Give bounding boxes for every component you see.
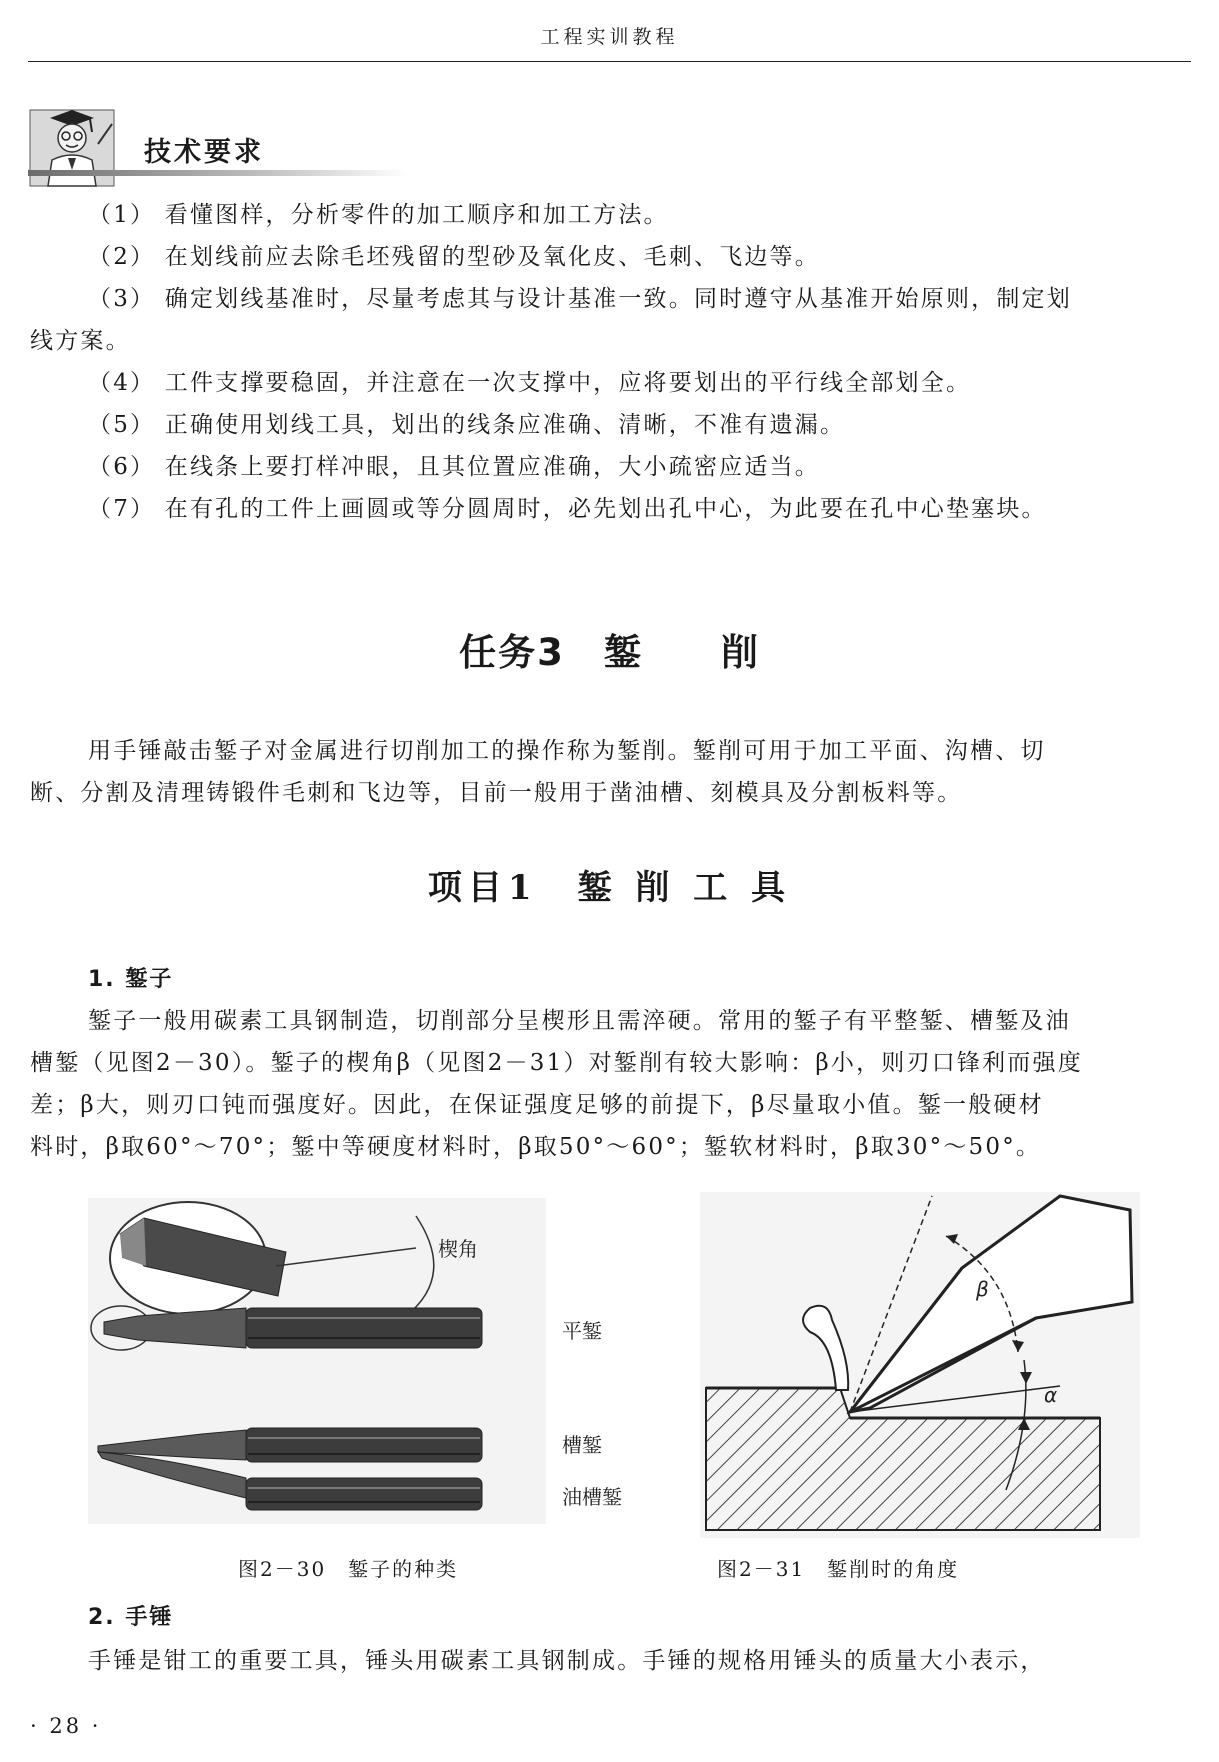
figure-chisel-types <box>86 1196 646 1536</box>
beta-label: β <box>976 1277 989 1301</box>
list-item: （5） 正确使用划线工具，划出的线条应准确、清晰，不准有遗漏。 <box>88 412 846 438</box>
page-number: · 28 · <box>30 1714 102 1738</box>
list-item-continuation: 线方案。 <box>30 328 131 354</box>
project-title: 项目1 錾 削 工 具 <box>427 868 792 908</box>
list-item: （3） 确定划线基准时，尽量考虑其与设计基准一致。同时遵守从基准开始原则，制定划 <box>88 286 1072 312</box>
section-title: 技术要求 <box>144 137 264 168</box>
groove-chisel-label: 槽錾 <box>562 1433 602 1457</box>
paragraph-line: 錾子一般用碳素工具钢制造，切削部分呈楔形且需淬硬。常用的錾子有平整錾、槽錾及油 <box>88 1008 1071 1034</box>
paragraph-line: 手锤是钳工的重要工具，锤头用碳素工具钢制成。手锤的规格用锤头的质量大小表示， <box>88 1648 1046 1674</box>
list-item: （1） 看懂图样，分析零件的加工顺序和加工方法。 <box>88 202 669 228</box>
list-item: （4） 工件支撑要稳固，并注意在一次支撑中，应将要划出的平行线全部划全。 <box>88 370 972 396</box>
section2-body <box>30 1640 1193 1682</box>
figure-chisel-angles <box>700 1190 1140 1540</box>
wedge-angle-label: 楔角 <box>438 1237 478 1261</box>
list-item: （2） 在划线前应去除毛坯残留的型砂及氧化皮、毛刺、飞边等。 <box>88 244 820 270</box>
header-rule <box>28 61 1191 62</box>
section-underline <box>28 170 408 176</box>
requirements-list <box>30 194 1193 530</box>
figure-caption: 图2－31 錾削时的角度 <box>717 1557 960 1581</box>
section1-body <box>30 1000 1193 1168</box>
subsection-heading: 2. 手锤 <box>88 1605 174 1630</box>
paragraph-line: 差；β大，则刃口钝而强度好。因此，在保证强度足够的前提下，β尽量取小值。錾一般硬材 <box>30 1092 1044 1118</box>
list-item: （6） 在线条上要打样冲眼，且其位置应准确，大小疏密应适当。 <box>88 454 820 480</box>
paragraph-line: 用手锤敲击錾子对金属进行切削加工的操作称为錾削。錾削可用于加工平面、沟槽、切 <box>88 738 1046 764</box>
paragraph-line: 断、分割及清理铸锻件毛刺和飞边等，目前一般用于凿油槽、刻模具及分割板料等。 <box>30 780 963 806</box>
oil-groove-chisel-label: 油槽錾 <box>562 1485 622 1509</box>
running-header: 工程实训教程 <box>540 26 679 48</box>
paragraph-line: 槽錾（见图2－30）。錾子的楔角β（见图2－31）对錾削有较大影响：β小，则刃口锋利而强度 <box>30 1050 1083 1076</box>
task-intro <box>30 730 1193 814</box>
paragraph-line: 料时，β取60°～70°；錾中等硬度材料时，β取50°～60°；錾软材料时，β取30°～50°。 <box>30 1134 1042 1160</box>
figure-caption: 图2－30 錾子的种类 <box>238 1557 459 1581</box>
subsection-heading: 1. 錾子 <box>88 967 174 992</box>
alpha-label: α <box>1044 1383 1058 1407</box>
flat-chisel-label: 平錾 <box>562 1319 602 1343</box>
list-item: （7） 在有孔的工件上画圆或等分圆周时，必先划出孔中心，为此要在孔中心垫塞块。 <box>88 496 1047 522</box>
task-title: 任务3 錾 削 <box>459 631 760 674</box>
